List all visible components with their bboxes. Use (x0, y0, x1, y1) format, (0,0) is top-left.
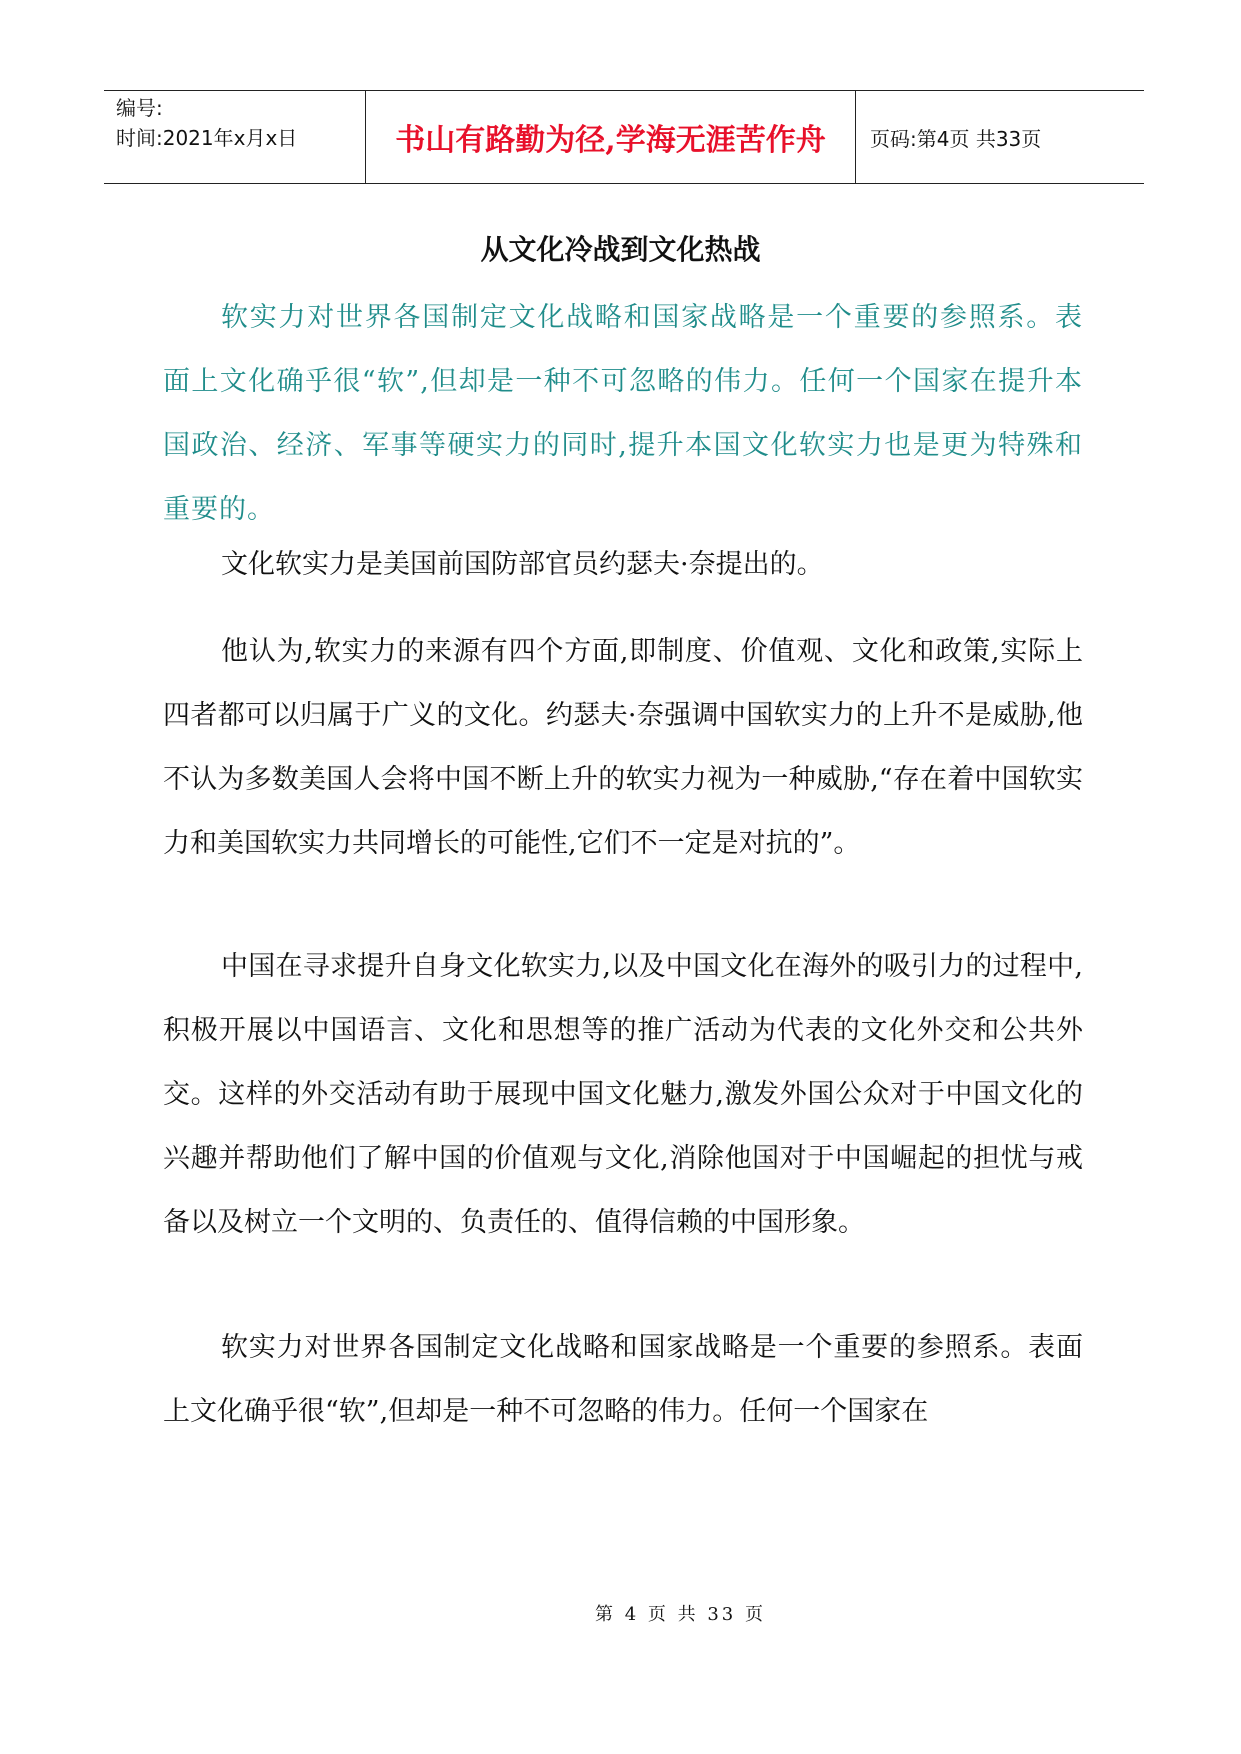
doc-time-label: 时间:2021年x月x日 (116, 126, 298, 150)
header-motto: 书山有路勤为径,学海无涯苦作舟 (366, 91, 856, 183)
page-footer: 第 4 页 共 33 页 (595, 1604, 766, 1625)
body-paragraph-2: 他认为,软实力的来源有四个方面,即制度、价值观、文化和政策,实际上四者都可以归属于广义的文化。约瑟夫·奈强调中国软实力的上升不是威胁,他不认为多数美国人会将中国不断上升的软实力视为一种威胁,“存在着中国软实力和美国软实力共同增长的可能性,它们不一定是对抗的”。 (163, 636, 1083, 859)
body-paragraph-1: 文化软实力是美国前国防部官员约瑟夫·奈提出的。 (221, 549, 824, 580)
doc-number-label: 编号: (116, 96, 163, 120)
header-page-info: 页码:第4页 共33页 (870, 126, 1042, 151)
body-paragraph-4: 软实力对世界各国制定文化战略和国家战略是一个重要的参照系。表面上文化确乎很“软”,但却是一种不可忽略的伟力。任何一个国家在 (163, 1332, 1083, 1427)
page-header (104, 90, 1144, 184)
intro-paragraph: 软实力对世界各国制定文化战略和国家战略是一个重要的参照系。表面上文化确乎很“软”,但却是一种不可忽略的伟力。任何一个国家在提升本国政治、经济、军事等硬实力的同时,提升本国文化软实力也是更为特殊和重要的。 (163, 302, 1083, 525)
document-title: 从文化冷战到文化热战 (480, 233, 761, 266)
body-paragraph-3: 中国在寻求提升自身文化软实力,以及中国文化在海外的吸引力的过程中,积极开展以中国语言、文化和思想等的推广活动为代表的文化外交和公共外交。这样的外交活动有助于展现中国文化魅力,激发外国公众对于中国文化的兴趣并帮助他们了解中国的价值观与文化,消除他国对于中国崛起的担忧与戒备以及树立一个文明的、负责任的、值得信赖的中国形象。 (163, 951, 1083, 1238)
header-meta (104, 91, 366, 183)
